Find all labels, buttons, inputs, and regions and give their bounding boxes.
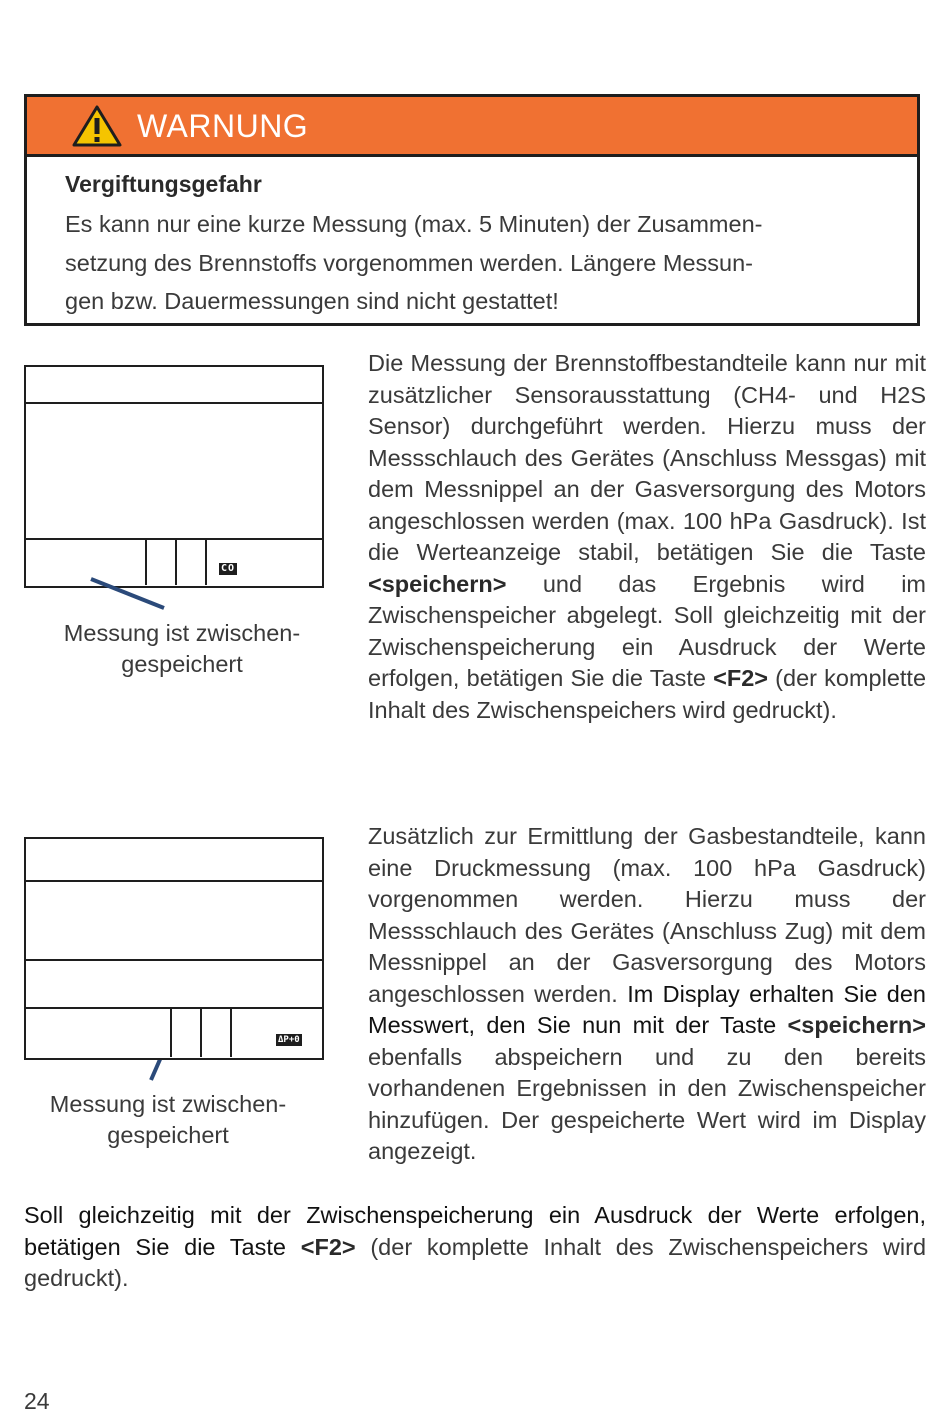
para-text: ebenfalls abspeichern und zu den bereits vorhandenen Ergebnissen in den Zwischenspeicher hinzufügen. Der gespeicherte Wert wird im Display angezeigt. [368,1043,926,1164]
para-text: Zusätzlich zur Ermittlung der Gasbestandteile, kann eine Druckmessung (max. 100 hPa Gasdruck) vorgenommen werden. Hierzu muss der Messschlauch des Gerätes (Anschluss Zug) mit dem Messnippel an der Gasversorgung des Motors angeschlossen werden. [368,823,926,1007]
paragraph-pressure-measurement [368,821,926,1168]
paragraph-print [24,1200,926,1295]
pointer-line-1 [91,579,164,608]
display-divider [26,1007,322,1009]
key-f2: <F2> [300,1233,356,1260]
warning-title: WARNUNG [137,108,309,144]
caption-line: Messung ist zwischen- [63,620,301,646]
caption-line: gespeichert [121,651,243,677]
para-text: Soll gleichzeitig mit der Zwischenspeicherung ein Ausdruck der Werte erfolgen, betätigen Sie die Taste [24,1202,926,1260]
warning-line: Es kann nur eine kurze Messung (max. 5 Minuten) der Zusammen- [65,211,763,237]
display-illustration-pressure [24,837,324,1060]
warning-line: setzung des Brennstoffs vorgenommen werden. Längere Messun- [65,249,753,276]
key-save: <speichern> [368,570,507,597]
caption-line: Messung ist zwischen- [49,1091,287,1117]
caption-line: gespeichert [107,1122,229,1148]
display-divider [200,1007,202,1057]
para-text: (der komplette Inhalt des Zwischenspeichers wird gedruckt). [24,1233,927,1291]
key-f2: <F2> [713,665,768,691]
para-text: Im Display erhalten Sie den Messwert, den Sie nun mit der Taste [368,980,927,1038]
display-divider [26,880,322,882]
warning-line: gen bzw. Dauermessungen sind nicht gestattet! [65,288,559,314]
para-text: (der komplette Inhalt des Zwischenspeichers wird gedruckt). [368,665,927,723]
warning-subtitle: Vergiftungsgefahr [65,171,262,197]
para-text: und das Ergebnis wird im Zwischenspeicher abgelegt. Soll gleichzeitig mit der Zwischenspeicherung ein Ausdruck der Werte erfolgen, betätigen Sie die Taste [368,570,926,691]
display-divider [26,959,322,961]
paragraph-fuel-measurement [368,348,926,726]
key-save: <speichern> [787,1012,926,1038]
para-text: Die Messung der Brennstoffbestandteile kann nur mit zusätzlicher Sensorausstattung (CH4- und H2S Sensor) durchgeführt werden. Hierzu muss der Messschlauch des Gerätes (Anschluss Messgas) mit dem Messnippel an der Gasversorgung des Motors angeschlossen werden (max. 100 hPa Gasdruck). Ist die Werteanzeige stabil, betätigen Sie die Taste [368,350,926,565]
caption-1 [22,618,342,680]
display-divider [230,1007,232,1057]
display-tag-co: CO [221,563,236,574]
display-tag-pressure: ΔP+0 [278,1035,300,1045]
display-divider [170,1007,172,1057]
page-number: 24 [24,1388,50,1414]
caption-2 [8,1089,328,1151]
